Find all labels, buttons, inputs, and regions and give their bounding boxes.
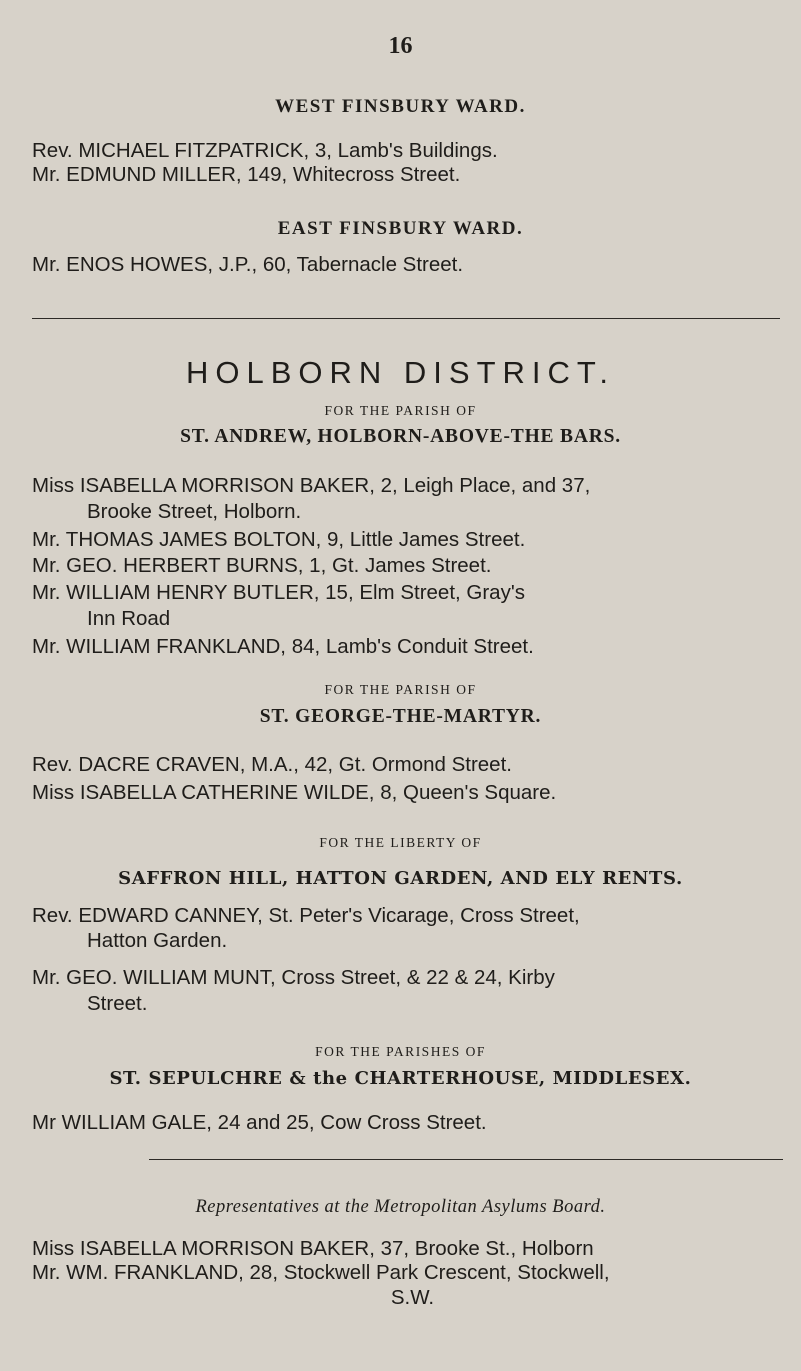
parish-intro: FOR THE PARISHES OF: [315, 1044, 486, 1059]
east-finsbury-heading: EAST FINSBURY WARD.: [277, 218, 524, 239]
list-item-continuation: Brooke Street, Holborn.: [87, 500, 302, 523]
parish-name: ST. ANDREW, HOLBORN-ABOVE-THE BARS.: [180, 426, 621, 447]
list-item: Mr. ENOS HOWES, J.P., 60, Tabernacle Street.: [32, 253, 464, 276]
list-item: Mr. GEO. WILLIAM MUNT, Cross Street, & 22 & 24, Kirby: [32, 966, 555, 989]
list-item-continuation: Hatton Garden.: [87, 929, 228, 952]
list-item: Mr. WILLIAM HENRY BUTLER, 15, Elm Street, Gray's: [32, 581, 526, 604]
parish-intro: FOR THE PARISH OF: [324, 682, 477, 697]
list-item: Mr. EDMUND MILLER, 149, Whitecross Street.: [32, 163, 461, 186]
section-divider: [32, 318, 780, 319]
list-item: Mr. GEO. HERBERT BURNS, 1, Gt. James Street.: [32, 554, 492, 577]
parish-intro: FOR THE LIBERTY OF: [319, 835, 482, 850]
list-item: Rev. DACRE CRAVEN, M.A., 42, Gt. Ormond Street.: [32, 753, 512, 776]
list-item: Mr. WILLIAM FRANKLAND, 84, Lamb's Conduit Street.: [32, 635, 534, 658]
list-item-continuation: S.W.: [390, 1286, 435, 1309]
list-item: Miss ISABELLA MORRISON BAKER, 2, Leigh Place, and 37,: [32, 474, 591, 497]
parish-name: ST. SEPULCHRE & the CHARTERHOUSE, MIDDLESEX.: [109, 1068, 692, 1089]
list-item: Miss ISABELLA MORRISON BAKER, 37, Brooke St., Holborn: [32, 1237, 594, 1260]
parish-name: ST. GEORGE-THE-MARTYR.: [259, 706, 542, 727]
district-title: HOLBORN DISTRICT.: [185, 355, 616, 390]
asylums-board-heading: Representatives at the Metropolitan Asylums Board.: [195, 1197, 606, 1217]
list-item: Miss ISABELLA CATHERINE WILDE, 8, Queen's Square.: [32, 781, 557, 804]
list-item: Rev. EDWARD CANNEY, St. Peter's Vicarage, Cross Street,: [32, 904, 580, 927]
page-number: 16: [388, 33, 413, 59]
list-item: Mr. THOMAS JAMES BOLTON, 9, Little James Street.: [32, 528, 526, 551]
list-item: Mr WILLIAM GALE, 24 and 25, Cow Cross Street.: [32, 1111, 487, 1134]
list-item: Rev. MICHAEL FITZPATRICK, 3, Lamb's Buildings.: [32, 139, 498, 162]
list-item-continuation: Street.: [87, 992, 148, 1015]
list-item: Mr. WM. FRANKLAND, 28, Stockwell Park Crescent, Stockwell,: [32, 1261, 610, 1284]
parish-intro: FOR THE PARISH OF: [324, 403, 477, 418]
west-finsbury-heading: WEST FINSBURY WARD.: [275, 96, 526, 117]
list-item-continuation: Inn Road: [87, 607, 171, 630]
section-divider: [149, 1159, 783, 1160]
parish-name: SAFFRON HILL, HATTON GARDEN, AND ELY RENTS.: [118, 868, 683, 889]
